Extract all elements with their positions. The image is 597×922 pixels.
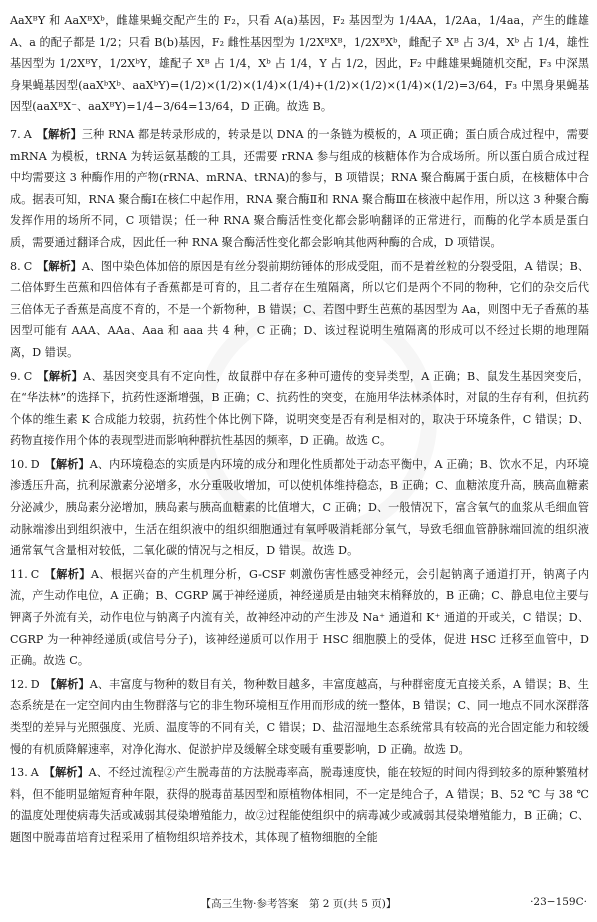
question-number: 13.: [10, 766, 28, 780]
answer-letter: D: [30, 677, 40, 691]
answer-content: [10, 10, 589, 851]
analysis-text: A、根据兴奋的产生机理分析，G-CSF 刺激伤害性感受神经元，会引起钠离子通道打开，钠离子内流，产生动作电位，A 正确；B、CGRP 属于神经递质，神经递质是由轴突末梢释放的，B 正确；C、静息电位主要与钾离子外流有关，动作电位与钠离子内流有关，故神经冲动的产生涉及 Na⁺ 通道和 K⁺ 通道的开或关，C 错误；D、CGRP 为一种神经递质(或信号分子)，该神经递质可以作用于 HSC 细胞膜上的受体，促进 HSC 迁移至血管中，D 正确。故选 C。: [10, 567, 589, 668]
footer-code: ·23−159C·: [530, 896, 587, 908]
answer-item-12: [10, 674, 589, 760]
answer-letter: C: [30, 567, 40, 581]
answer-item-10: [10, 454, 589, 562]
question-number: 9.: [10, 369, 21, 383]
analysis-tag: 【解析】: [36, 127, 82, 141]
question-number: 12.: [10, 677, 28, 691]
analysis-text: A、不经过流程②产生脱毒苗的方法脱毒率高，脱毒速度快，能在较短的时间内得到较多的原种繁殖材料，但不能明显缩短育种年限，获得的脱毒苗基因型和原植物体相同，不一定是纯合子，A 错误；B、52 ℃ 与 38 ℃ 的温度处理使病毒失活或减弱其侵染增殖能力，故②过程能使组织中的病毒减少或减弱其侵染增殖能力，B 正确；C、题图中脱毒苗培育过程采用了植物组织培养技术，其体现了植物细胞的全能: [10, 766, 589, 844]
page-footer: [10, 896, 587, 912]
answer-letter: A: [23, 127, 32, 141]
continued-paragraph: AaXᴮY 和 AaXᴮXᵇ，雌雄果蝇交配产生的 F₂，只看 A(a)基因，F₂ 基因型为 1/4AA，1/2Aa，1/4aa，产生的雌雄A、a 的配子都是 1/2；只看 B(b)基因，F₂ 雌性基因型为 1/2XᴮXᴮ，1/2XᴮXᵇ，雌配子 Xᴮ 占 3/4，Xᵇ 占 1/4，雄性基因型为 1/2XᴮY，1/2XᵇY，雄配子 Xᴮ 占 1/4，Xᵇ 占 1/4，Y 占 1/2，因此，F₂ 中雌雄果蝇随机交配，F₃ 中深黑身果蝇基因型(aaXᵇXᵇ、aaXᵇY)=(1/2)×(1/2)×(1/4)×(1/4)+(1/2)×(1/2)×(1/4)×(1/2)=3/64，F₃ 中黑身果蝇基因型(aaXᴮX⁻、aaXᴮY)=1/4−3/64=13/64，D 正确。故选 B。: [10, 14, 589, 114]
analysis-text: A、图中染色体加倍的原因是有丝分裂前期纺锤体的形成受阻，而不是着丝粒的分裂受阻，A 错误；B、二倍体野生芭蕉和四倍体有子香蕉都是可育的，且二者存在生殖隔离，所以它们是两个不同的物种，它们的杂交后代三倍体无子香蕉是高度不育的，不是一个新物种，B 错误；C、若图中野生芭蕉的基因型为 Aa，则图中无子香蕉的基因型可能有 AAA、AAa、Aaa 和 aaa 共 4 种，C 正确；D、该过程说明生殖隔离的形成可以不经过长期的地理隔离，D 错误。: [10, 259, 589, 359]
analysis-tag: 【解析】: [44, 457, 90, 471]
analysis-text: A、基因突变具有不定向性，故鼠群中存在多种可遗传的变异类型，A 正确；B、鼠发生基因突变后，在“华法林”的选择下，抗药性逐渐增强，B 正确；C、抗药性的突变，在施用华法林杀体时，对鼠的生存有利，但抗药个体的维生素 K 合成能力较弱，抗药性个体比例下降，说明突变是否有利是相对的，取决于环境条件，C 错误；D、药物直接作用个体的表现型进而影响种群抗性基因的频率，D 正确。故选 C。: [10, 369, 589, 448]
analysis-text: A、丰富度与物种的数目有关，物种数目越多，丰富度越高，与种群密度无直接关系，A 错误；B、生态系统是在一定空间内由生物群落与它的非生物环境相互作用而形成的统一整体，B 错误；C、同一地点不同水深群落类型的差异与光照强度、光质、温度等的不同有关，C 错误；D、盐沼湿地生态系统常具有较高的光合固定能力和较缓慢的有机质降解速率，对净化海水、促淤护岸及缓解全球变暖有重要影响，D 正确。故选 D。: [10, 677, 589, 756]
answer-letter: D: [30, 457, 40, 471]
analysis-tag: 【解析】: [37, 369, 83, 383]
answer-item-8: [10, 256, 589, 364]
question-number: 8.: [10, 259, 21, 273]
answer-item-9: [10, 366, 589, 452]
analysis-text: A、内环境稳态的实质是内环境的成分和理化性质都处于动态平衡中，A 正确；B、饮水不足，内环境渗透压升高，抗利尿激素分泌增多，水分重吸收增加，可以使机体维持稳态，B 正确；C、血糖浓度升高，胰高血糖素分泌减少，胰岛素分泌增加，胰岛素与胰高血糖素的比值增大，C 正确；D、一般情况下，富含氧气的血浆从毛细血管动脉端渗出到组织液中，生活在组织液中的组织细胞通过有氧呼吸消耗部分氧气，导致毛细血管静脉端回流的组织液通常氧气含量相对较低，二氧化碳的情况与之相反，D 错误。故选 D。: [10, 457, 589, 558]
analysis-tag: 【解析】: [44, 677, 90, 691]
analysis-tag: 【解析】: [43, 766, 89, 780]
question-number: 11.: [10, 567, 28, 581]
footer-page-info: 【高三生物·参考答案 第 2 页(共 5 页)】: [200, 898, 397, 910]
answer-item-7: [10, 124, 589, 254]
answer-letter: A: [30, 766, 39, 780]
question-number: 7.: [10, 127, 21, 141]
analysis-text: 三种 RNA 都是转录形成的，转录是以 DNA 的一条链为模板的，A 项正确；蛋白质合成过程中，需要 mRNA 为模板，tRNA 为转运氨基酸的工具，还需要 rRNA 参与组成的核糖体作为合成场所。所以蛋白质合成过程中均需要这 3 种酶作用的产物(rRNA、mRNA、tRNA)的参与，B 项错误；RNA 聚合酶属于蛋白质，在核糖体中合成。据表可知，RNA 聚合酶Ⅰ在核仁中起作用，RNA 聚合酶Ⅱ和 RNA 聚合酶Ⅲ在核液中起作用，所以这 3 种聚合酶发挥作用的场所不同，C 项错误；任一种 RNA 聚合酶活性变化都会影响翻译的正常进行，而酶的化学本质是蛋白质，需要通过翻译合成，因此任一种 RNA 聚合酶活性变化都会影响其他两种酶的合成，D 项错误。: [10, 127, 589, 249]
answer-item-11: [10, 564, 589, 672]
question-number: 10.: [10, 457, 28, 471]
analysis-tag: 【解析】: [44, 567, 91, 581]
answer-letter: C: [23, 369, 33, 383]
answer-item-13: [10, 762, 589, 848]
answer-letter: C: [23, 259, 33, 273]
analysis-tag: 【解析】: [37, 259, 82, 273]
